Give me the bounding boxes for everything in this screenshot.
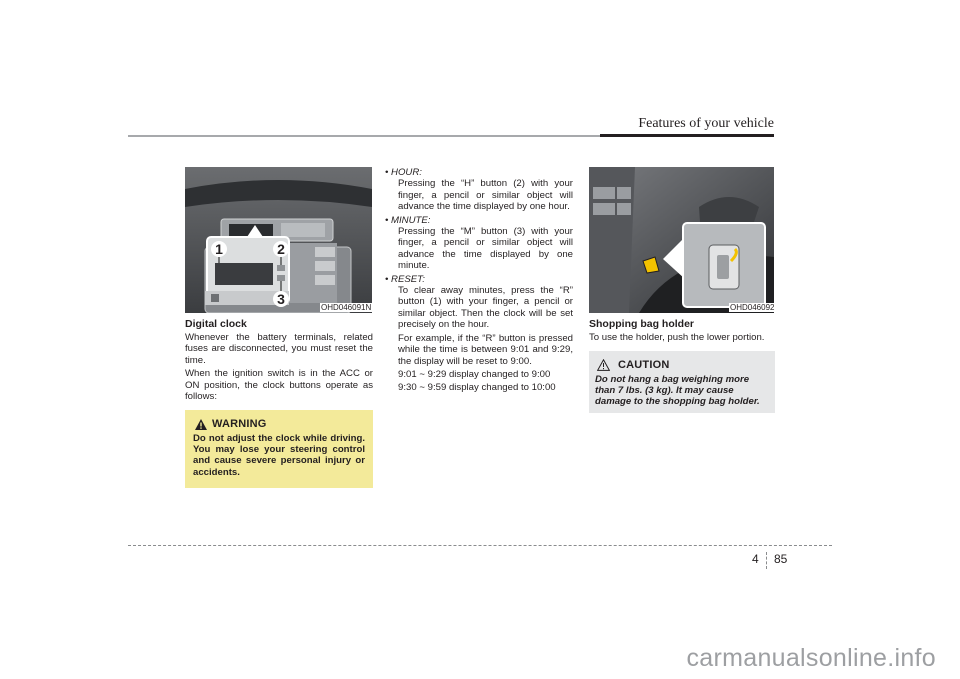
watermark: carmanualsonline.info [686, 644, 936, 672]
section-heading: Digital clock [185, 318, 247, 330]
minute-label: • MINUTE: [385, 214, 431, 226]
reset-range-1: 9:01 ~ 9:29 display changed to 9:00 [398, 368, 551, 380]
warning-box [185, 410, 373, 488]
body-paragraph: To use the holder, push the lower portion. [589, 332, 765, 343]
footer-separator [766, 552, 767, 569]
warning-text: Do not adjust the clock while driving. You may lose your steering control and cause severe personal injury or accidents. [193, 433, 365, 478]
reset-text: To clear away minutes, press the “R” button (1) with your finger, a pencil or similar object. Then the clock will be set precisely on the hour. [398, 285, 573, 331]
bag-holder-illustration [589, 167, 774, 313]
warning-icon [195, 419, 207, 430]
warning-title: WARNING [212, 418, 267, 430]
reset-label: • RESET: [385, 273, 425, 285]
page-section-title: Features of your vehicle [638, 116, 774, 131]
reset-range-2: 9:30 ~ 9:59 display changed to 10:00 [398, 382, 556, 394]
caution-text: Do not hang a bag weighing more than 7 lbs. (3 kg). It may cause damage to the shopping bag holder. [595, 374, 760, 408]
footer-rule [128, 545, 832, 546]
shopping-bag-holder-photo [589, 167, 774, 313]
body-paragraph: Whenever the battery terminals, related fuses are disconnected, you must reset the time. [185, 332, 373, 366]
callout-1: 1 [211, 241, 227, 257]
chapter-number: 4 [752, 552, 759, 566]
body-paragraph: When the ignition switch is in the ACC or ON position, the clock buttons operate as follows: [185, 368, 373, 403]
header-rule-accent [600, 134, 774, 137]
caution-icon [597, 359, 610, 371]
reset-example: For example, if the “R” button is pressed while the time is between 9:01 and 9:29, the display will be reset to 9:00. [398, 332, 573, 367]
image-code: OHD046091N [321, 303, 372, 312]
header-rule [128, 135, 604, 137]
section-heading: Shopping bag holder [589, 318, 694, 330]
minute-text: Pressing the “M” button (3) with your finger, a pencil or similar object will advance the time displayed by one minute. [398, 226, 573, 272]
caution-title: CAUTION [618, 359, 670, 371]
digital-clock-photo [185, 167, 372, 313]
hour-label: • HOUR: [385, 167, 422, 178]
caution-box [589, 351, 775, 413]
callout-3: 3 [273, 291, 289, 307]
image-code: OHD046092 [730, 303, 775, 312]
hour-text: Pressing the “H” button (2) with your finger, a pencil or similar object will advance the time displayed by one hour. [398, 178, 573, 213]
page-number: 85 [774, 552, 788, 566]
callout-2: 2 [273, 241, 289, 257]
